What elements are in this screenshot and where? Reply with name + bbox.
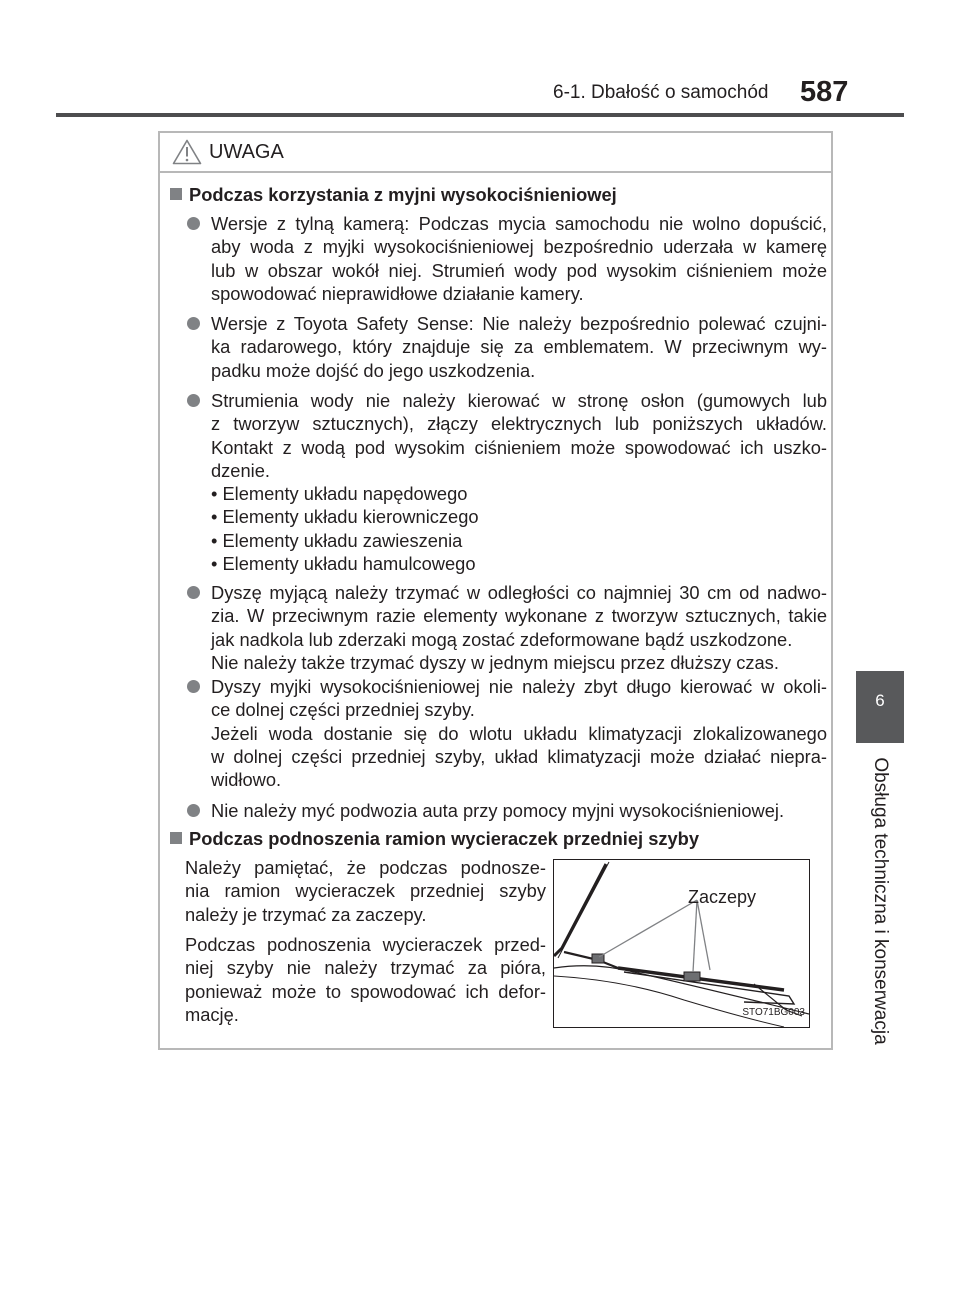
text-line: Jeżeli woda dostanie się do wlotu układu klimatyzacji zlokalizowanego: [211, 722, 827, 744]
bullet-text: [211, 312, 827, 382]
text-line: spowodować nieprawidłowe działanie kamery.: [211, 282, 584, 304]
paragraph-wiper-blades: [185, 933, 546, 1026]
wiper-illustration: [553, 859, 810, 1028]
text-line: Podczas podnoszenia wycieraczek przed-: [185, 934, 546, 955]
text-line: ka radarowego, który znajduje się za emblematem. W przeciwnym wy-: [211, 336, 827, 358]
chapter-title: Obsługa techniczna i konserwacja: [870, 757, 891, 1045]
bullet-dot-icon: [187, 804, 200, 817]
bullet-dot-icon: [187, 317, 200, 330]
text-line: Wersje z tylną kamerą: Podczas mycia samochodu nie wolno dopuścić,: [211, 213, 827, 234]
text-line: padku może dojść do jego uszkodzenia.: [211, 359, 536, 381]
bullet-dot-icon: [187, 680, 200, 693]
bullet-dot-icon: [187, 394, 200, 407]
warning-box: [158, 131, 833, 1050]
section-heading-text: Podczas podnoszenia ramion wycieraczek przedniej szyby: [189, 828, 700, 849]
bullet-dot-icon: [187, 586, 200, 599]
text-line: Wersje z Toyota Safety Sense: Nie należy bezpośrednio polewać czujni-: [211, 313, 827, 334]
text-line: Strumienia wody nie należy kierować w stronę osłon (gumowych lub: [211, 390, 827, 411]
list-item: • Elementy układu hamulcowego: [211, 553, 476, 575]
list-item: • Elementy układu napędowego: [211, 483, 468, 505]
warning-header: [160, 133, 831, 173]
header-rule: [56, 113, 904, 117]
bullet-text: [211, 212, 827, 305]
bullet-dot-icon: [187, 217, 200, 230]
paragraph-wiper-hooks: [185, 856, 546, 926]
list-item: • Elementy układu zawieszenia: [211, 529, 463, 551]
list-item: • Elementy układu kierowniczego: [211, 506, 479, 528]
text-line: aby woda z myjki wysokociśnieniowej bezpośrednio uderzała w kamerę: [211, 236, 827, 258]
bullet-text: [211, 675, 827, 791]
text-line: Nie należy także trzymać dyszy w jednym miejscu przez dłuższy czas.: [211, 651, 779, 673]
bullet-text: [211, 581, 827, 674]
warning-title: UWAGA: [209, 141, 284, 163]
text-line: z tworzyw sztucznych), złączy elektrycznych lub poniższych układów.: [211, 413, 827, 435]
illustration-code: STO71BG003: [742, 1006, 805, 1018]
text-line: jak nadkola lub zderzaki mogą zostać zdeformowane bądź uszkodzone.: [211, 628, 793, 650]
text-line: ponieważ może to spowodować ich defor-: [185, 980, 546, 1002]
bullet-text: [211, 389, 827, 575]
text-line: Nie należy myć podwozia auta przy pomocy myjni wysokociśnieniowej.: [211, 800, 785, 821]
text-line: Dyszę myjącą należy trzymać w odległości co najmniej 30 cm od nadwo-: [211, 582, 827, 603]
page-number: 587: [800, 76, 849, 108]
text-line: Kontakt z wodą pod wysokim ciśnieniem może spowodować ich uszko-: [211, 436, 827, 458]
text-line: dzenie.: [211, 459, 270, 481]
text-line: mację.: [185, 1003, 239, 1025]
text-line: lub w obszar wokół niej. Strumień wody pod wysokim ciśnieniem może: [211, 259, 827, 281]
text-line: zia. W przeciwnym razie elementy wykonane z tworzyw sztucznych, takie: [211, 605, 827, 627]
illustration-label: Zaczepy: [688, 887, 757, 907]
text-line: widłowo.: [211, 769, 282, 791]
text-line: w dolnej części przedniej szyby, układ klimatyzacji może działać niepra-: [211, 745, 827, 767]
text-line: Należy pamiętać, że podczas podnosze-: [185, 857, 546, 878]
text-line: ce dolnej części przedniej szyby.: [211, 699, 475, 721]
text-line: nia ramion wycieraczek przedniej szyby: [185, 880, 546, 902]
text-line: Dyszy myjki wysokociśnieniowej nie należy zbyt długo kierować w okoli-: [211, 676, 827, 697]
warning-triangle-icon: [172, 139, 202, 165]
text-line: należy je trzymać za zaczepy.: [185, 903, 427, 925]
chapter-tab: [856, 671, 904, 743]
section-heading-text: Podczas korzystania z myjni wysokociśnieniowej: [189, 184, 617, 205]
header-section-title: 6-1. Dbałość o samochód: [553, 82, 769, 103]
bullet-text: [211, 799, 827, 822]
chapter-number: 6: [875, 691, 885, 710]
wiper-hook-2: [684, 972, 700, 981]
text-line: niej szyby nie należy trzymać za pióra,: [185, 957, 546, 979]
